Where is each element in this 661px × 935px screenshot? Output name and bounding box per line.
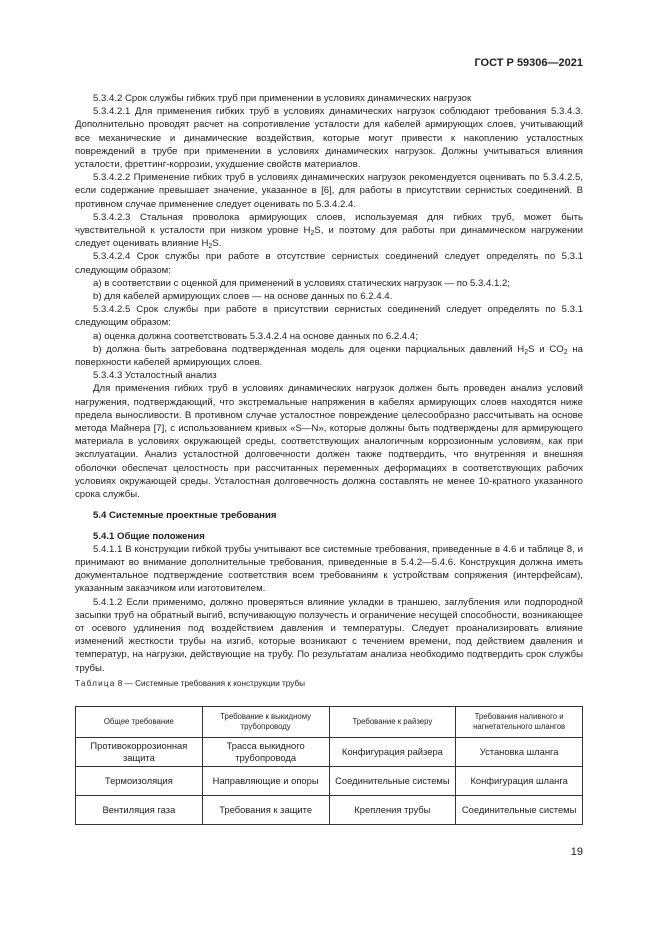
subscript: 2 — [310, 230, 315, 238]
paragraph: 5.3.4.2.4 Срок службы при работе в отсутствие сернистых соединений следует определять по 5.3.1 следующим образом: — [75, 251, 583, 276]
text-run: S. — [212, 238, 222, 250]
table-cell: Направляющие и опоры — [202, 767, 329, 796]
table-row — [76, 738, 583, 767]
table-cell: Трасса выкидного трубопровода — [202, 738, 329, 767]
paragraph: 5.3.4.2.2 Применение гибких труб в условиях динамических нагрузок рекомендуется оценивать по 5.3.4.2.5, если содержание превышает значение, указанное в [6], для работы в присутствии сернистых соединений. В противном случае применение следует оценивать по 5.3.4.2.4. — [75, 172, 583, 210]
section-heading: 5.4 Системные проектные требования — [93, 510, 277, 522]
subscript: 2 — [563, 348, 568, 356]
table-row — [76, 767, 583, 796]
table-cell: Конфигурация райзера — [329, 738, 456, 767]
list-item: b) для кабелей армирующих слоев — на основе данных по 6.2.4.4. — [93, 291, 393, 303]
table-cell: Крепления трубы — [329, 796, 456, 825]
document-code: ГОСТ Р 59306—2021 — [474, 57, 583, 69]
text-run: b) должна быть затребована подтвержденная модель для оценки парциальных давлений H — [93, 343, 525, 355]
table-caption-word: Таблица — [75, 678, 116, 688]
table-cell: Противокоррозионная защита — [76, 738, 203, 767]
section-heading: 5.4.1 Общие положения — [93, 530, 205, 542]
paragraph: 5.4.1.2 Если применимо, должно проверяться влияние укладки в траншею, заглубления или подпородной засыпки труб на обратный выгиб, вспучивающую ползучесть и ограничение несущей способности, возникающее от осевого удлинения под воздействием давления и температуры. Следует проанализировать влияние изменений жесткости трубы на изгиб, которые возникают с течением времени, под действием давления и температур, на нагрузки, действующие на трубу. По результатам анализа необходимо подтвердить срок службы трубы. — [75, 596, 583, 674]
table-header-cell: Требование к райзеру — [329, 707, 456, 738]
table-cell: Термоизоляция — [76, 767, 203, 796]
table-cell: Конфигурация шланга — [456, 767, 583, 796]
paragraph: 5.3.4.2.5 Срок службы при работе в присутствии сернистых соединений следует определять по 5.3.1 следующим образом: — [75, 304, 583, 329]
subscript: 2 — [524, 348, 529, 356]
paragraph: 5.4.1.1 В конструкции гибкой трубы учитывают все системные требования, приведенные в 4.6 и таблице 8, и принимают во внимание дополнительные требования, приведенные в 5.4.2—5.4.6. Конструкция должна иметь документальное подтверждение соответствия всем требованиям к устройствам сопряжения (интерфейсам), указанным заказчиком или изготовителем. — [75, 543, 583, 595]
text-run: 5.3.4.2.3 Стальная проволока армирующих слоев, используемая для гибких труб, может быть чувствительной к усталости при низком уровне H — [75, 211, 583, 237]
table-header-row — [76, 707, 583, 738]
table-cell: Вентиляция газа — [76, 796, 203, 825]
table-header-cell: Требование к выкидному трубопроводу — [202, 707, 329, 738]
table-row — [76, 796, 583, 825]
list-item: a) оценка должна соответствовать 5.3.4.2.4 на основе данных по 6.2.4.4; — [93, 330, 418, 342]
page-body — [75, 92, 583, 690]
table-cell: Соединительные системы — [456, 796, 583, 825]
table-caption-text: 8 — Системные требования к конструкции трубы — [117, 678, 306, 688]
text-run: на поверхности кабелей армирующих слоев. — [75, 343, 583, 369]
paragraph: Для применения гибких труб в условиях динамических нагрузок должен быть проведен анализ условий нагружения, подтверждающий, что экстремальные напряжения в кабелях армирующих слоев находятся ниже предела выносливости. В противном случае усталостное повреждение целесообразно рассчитывать на основе метода Майнера [7], с использованием кривых «S—N», которые должны быть подтверждены для армирующего материала в условиях окружающей среды, соответствующих аналогичным коррозионным условиям, как при эксплуатации. Анализ усталостной долговечности должен также подтвердить, что внутренняя и внешняя оболочки обеспечат целостность при рассчитанных переменных деформациях в соответствующих рабочих условиях окружающей среды. Усталостная долговечность должна составлять не менее 10-кратного указанного срока службы. — [75, 383, 583, 501]
page-number: 19 — [570, 846, 583, 858]
table-header-cell: Требования наливного и нагнетательного шлангов — [456, 707, 583, 738]
requirements-table — [75, 706, 583, 825]
paragraph — [75, 211, 583, 251]
list-item: a) в соответствии с оценкой для применений в условиях статических нагрузок — по 5.3.4.1.2; — [93, 277, 510, 289]
subsection-heading: 5.3.4.3 Усталостный анализ — [93, 370, 217, 382]
text-run: S и CO — [528, 343, 564, 355]
list-item — [75, 343, 583, 369]
table-cell: Требования к защите — [202, 796, 329, 825]
paragraph: 5.3.4.2 Срок службы гибких труб при применении в условиях динамических нагрузок — [93, 93, 472, 104]
paragraph: 5.3.4.2.1 Для применения гибких труб в условиях динамических нагрузок соблюдают требования 5.3.4.3. Дополнительно проводят расчет на сопротивление усталости для кабелей армирующих слоев, учитывающий все механические и динамические воздействия, которые могут привести к накоплению усталостных повреждений в трубе при применении в условиях динамических нагрузок. Должны учитываться влияния усталости, фреттинг-коррозии, ухудшение свойств материалов. — [75, 106, 583, 171]
table-cell: Установка шланга — [456, 738, 583, 767]
table-header-cell: Общее требование — [76, 707, 203, 738]
text-run: S, и поэтому для работы при динамическом нагружении следует оценивать влияние H — [75, 225, 583, 250]
table-caption — [75, 677, 583, 690]
subscript: 2 — [208, 243, 213, 251]
table-cell: Соединительные системы — [329, 767, 456, 796]
